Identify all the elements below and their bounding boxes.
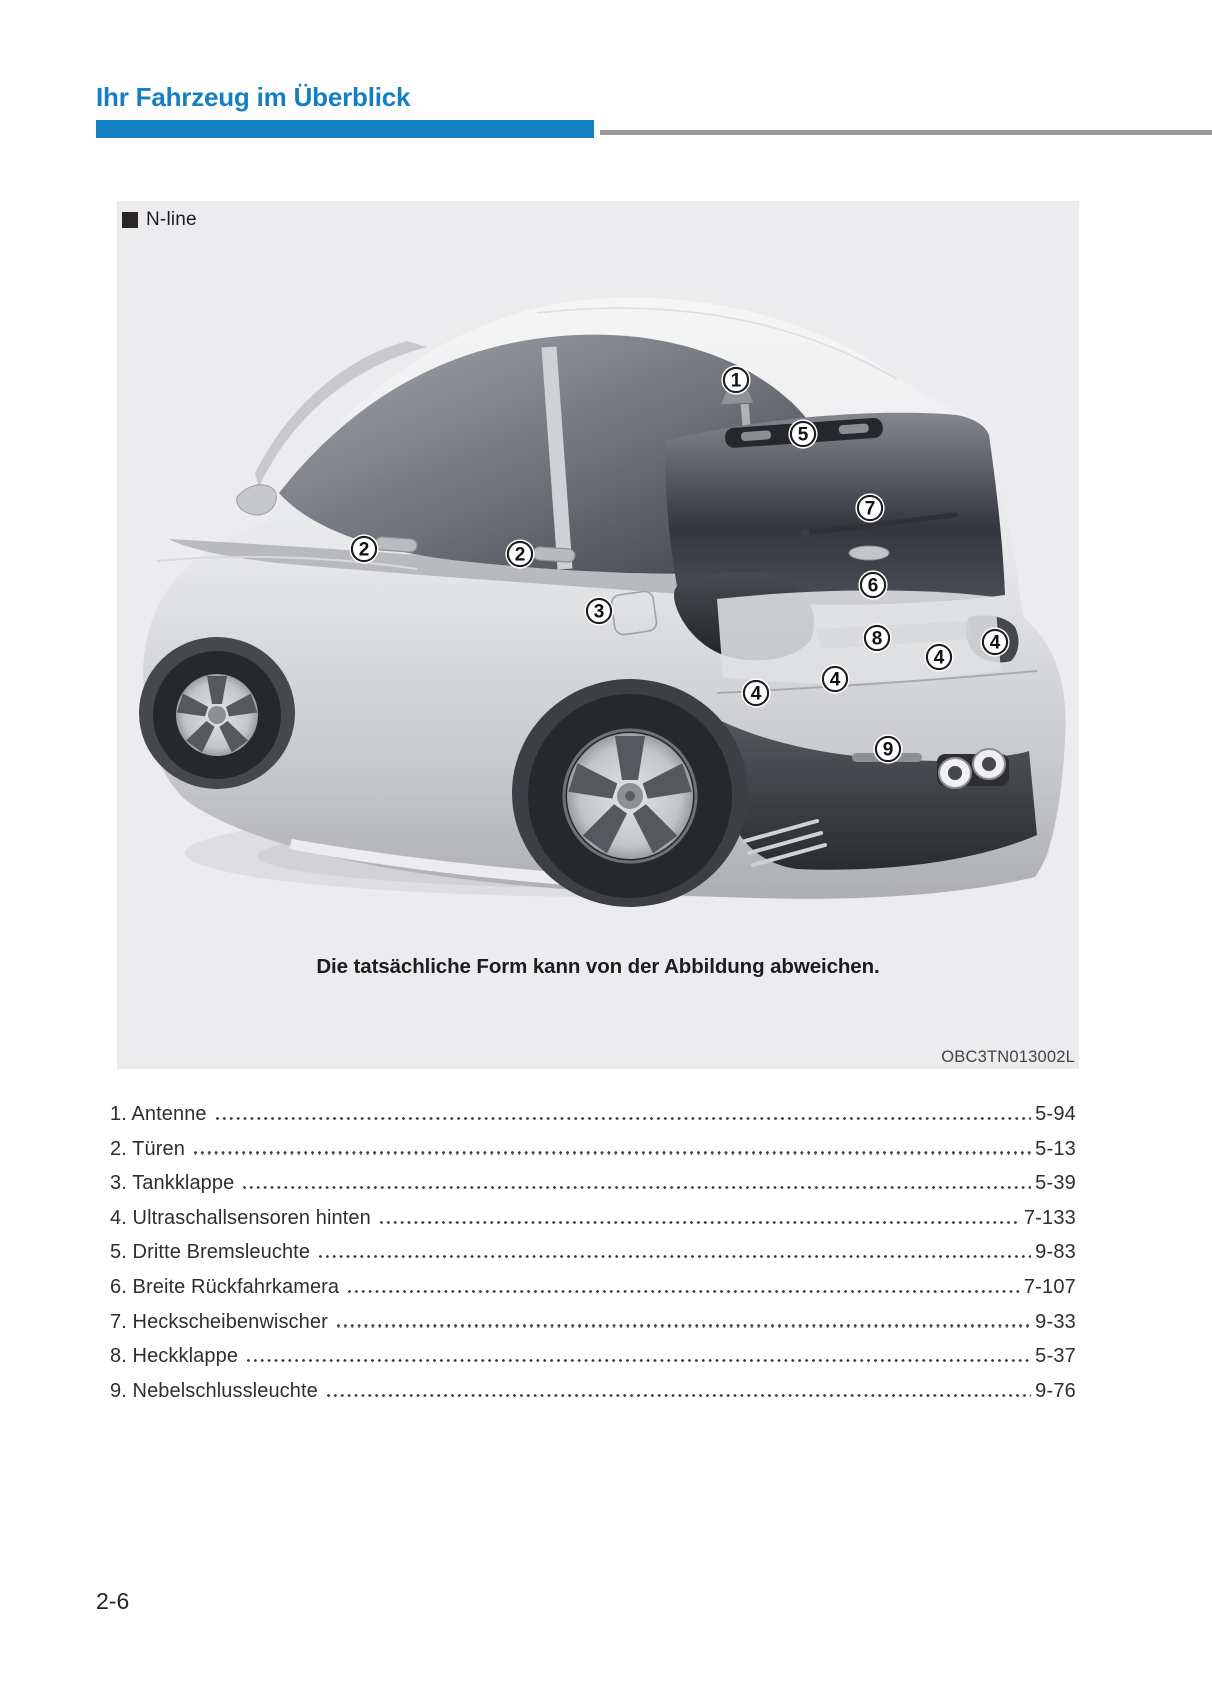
header-accent-bar bbox=[96, 120, 594, 138]
index-label: 2. Türen bbox=[110, 1137, 185, 1160]
svg-text:4: 4 bbox=[750, 683, 762, 705]
index-label: 9. Nebelschlussleuchte bbox=[110, 1379, 318, 1402]
index-page-ref: 9-33 bbox=[1035, 1310, 1076, 1333]
index-item bbox=[110, 1380, 1076, 1415]
index-label: 7. Heckscheibenwischer bbox=[110, 1310, 328, 1333]
index-label: 5. Dritte Bremsleuchte bbox=[110, 1241, 311, 1264]
index-item bbox=[110, 1138, 1076, 1173]
svg-text:8: 8 bbox=[871, 628, 883, 650]
svg-text:2: 2 bbox=[358, 539, 370, 561]
exhaust-tips bbox=[937, 749, 1009, 788]
callout-marker-4 bbox=[980, 627, 1009, 656]
dot-leader bbox=[335, 1324, 1031, 1327]
callout-marker-2 bbox=[349, 534, 378, 563]
index-label: 3. Tankklappe bbox=[110, 1172, 235, 1195]
index-label: 8. Heckklappe bbox=[110, 1345, 239, 1368]
figure-caption: Die tatsächliche Form kann von der Abbildung abweichen. bbox=[316, 955, 880, 978]
index-page-ref: 5-37 bbox=[1035, 1345, 1076, 1368]
callout-marker-9 bbox=[873, 734, 902, 763]
callout-marker-4 bbox=[741, 678, 770, 707]
side-mirror bbox=[237, 485, 276, 515]
index-page-ref: 5-94 bbox=[1035, 1103, 1076, 1125]
callout-marker-4 bbox=[924, 642, 953, 671]
dot-leader bbox=[325, 1394, 1031, 1397]
rear-wheel bbox=[512, 679, 748, 907]
index-item bbox=[110, 1103, 1076, 1138]
dot-leader bbox=[317, 1255, 1031, 1258]
index-item bbox=[110, 1241, 1076, 1276]
svg-text:4: 4 bbox=[989, 632, 1001, 654]
page-title: Ihr Fahrzeug im Überblick bbox=[96, 82, 411, 112]
svg-text:3: 3 bbox=[593, 601, 605, 623]
callout-marker-8 bbox=[862, 623, 891, 652]
svg-text:7: 7 bbox=[864, 498, 876, 520]
dot-leader bbox=[378, 1221, 1020, 1224]
dot-leader bbox=[346, 1290, 1020, 1293]
index-item bbox=[110, 1311, 1076, 1346]
car-illustration bbox=[117, 201, 1079, 1069]
variant-marker-icon bbox=[122, 212, 138, 228]
index-page-ref: 5-39 bbox=[1035, 1172, 1076, 1195]
index-item bbox=[110, 1276, 1076, 1311]
callout-marker-7 bbox=[855, 493, 884, 522]
index-item bbox=[110, 1345, 1076, 1380]
index-page-ref: 5-13 bbox=[1035, 1137, 1076, 1160]
callout-marker-1 bbox=[721, 365, 750, 394]
index-label: 4. Ultraschallsensoren hinten bbox=[110, 1206, 371, 1229]
svg-text:6: 6 bbox=[867, 575, 879, 597]
dot-leader bbox=[245, 1359, 1031, 1362]
index-page-ref: 7-107 bbox=[1023, 1275, 1076, 1298]
figure-image-code: OBC3TN013002L bbox=[941, 1048, 1075, 1066]
index-label: 1. Antenne bbox=[110, 1103, 207, 1125]
callout-marker-2 bbox=[505, 539, 534, 568]
svg-text:1: 1 bbox=[730, 370, 742, 392]
index-page-ref: 9-76 bbox=[1035, 1379, 1076, 1402]
variant-label: N-line bbox=[146, 209, 197, 230]
dot-leader bbox=[241, 1186, 1031, 1189]
figure-panel bbox=[117, 201, 1079, 1069]
svg-text:4: 4 bbox=[933, 647, 945, 669]
page-number: 2-6 bbox=[96, 1588, 130, 1614]
dot-leader bbox=[192, 1151, 1031, 1154]
header-rule bbox=[600, 130, 1212, 135]
callout-marker-5 bbox=[788, 419, 817, 448]
front-wheel bbox=[139, 637, 295, 789]
index-item bbox=[110, 1172, 1076, 1207]
dot-leader bbox=[214, 1117, 1032, 1120]
index-item bbox=[110, 1207, 1076, 1242]
callout-marker-4 bbox=[820, 664, 849, 693]
callout-marker-3 bbox=[584, 596, 613, 625]
svg-text:9: 9 bbox=[882, 739, 894, 761]
index-label: 6. Breite Rückfahrkamera bbox=[110, 1275, 340, 1298]
svg-text:2: 2 bbox=[514, 544, 526, 566]
svg-text:4: 4 bbox=[829, 669, 841, 691]
callout-marker-6 bbox=[858, 570, 887, 599]
variant-label-group bbox=[122, 209, 197, 231]
svg-text:5: 5 bbox=[797, 424, 809, 446]
index-page-ref: 9-83 bbox=[1035, 1241, 1076, 1264]
index-list bbox=[110, 1103, 1076, 1414]
brand-logo-icon bbox=[849, 546, 889, 560]
index-page-ref: 7-133 bbox=[1023, 1206, 1076, 1229]
